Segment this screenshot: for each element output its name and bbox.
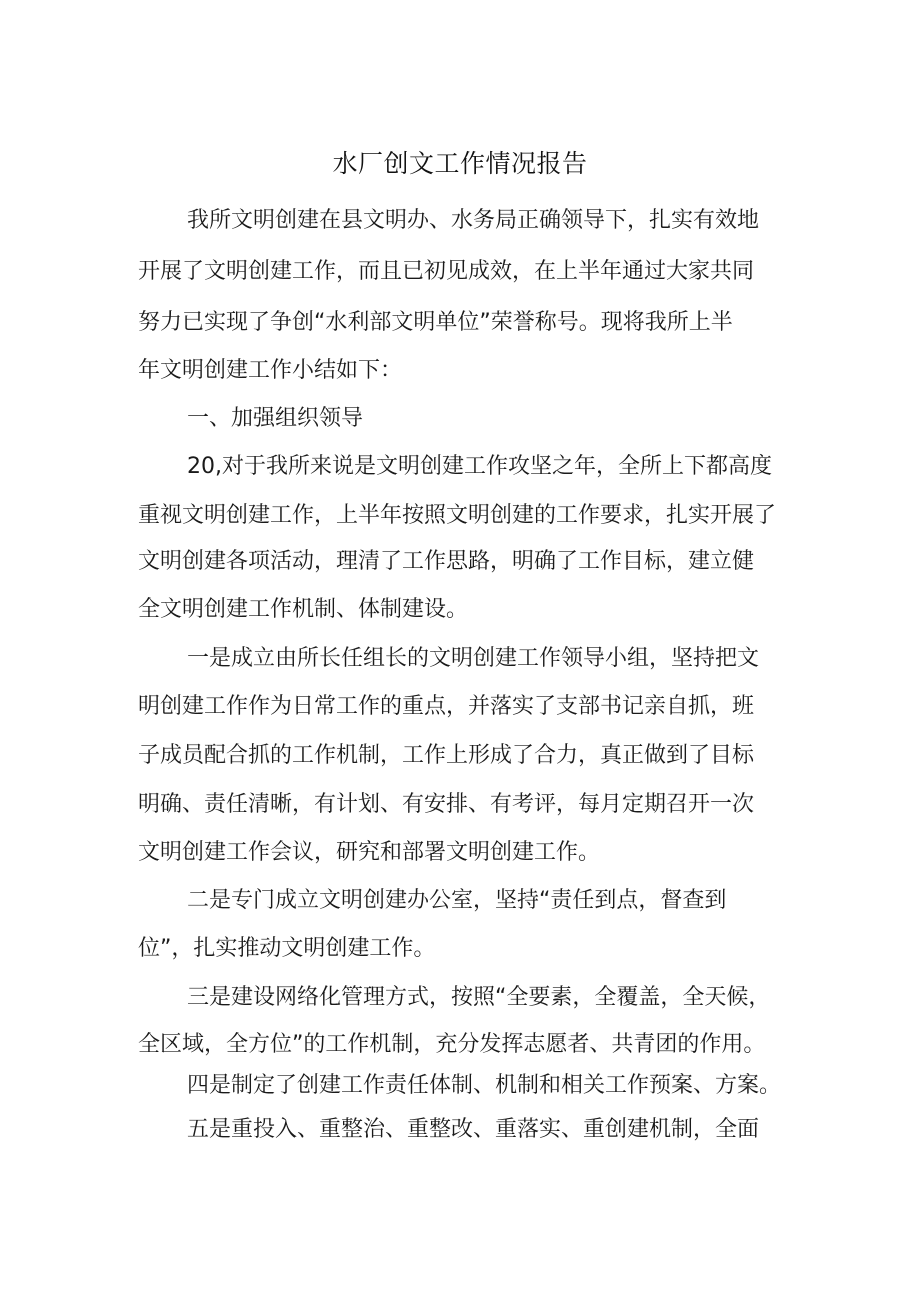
paragraph-line: 子成员配合抓的工作机制，工作上形成了合力，真正做到了目标 <box>138 743 755 768</box>
paragraph-line: 位”，扎实推动文明创建工作。 <box>138 936 436 961</box>
paragraph-line: 努力已实现了争创“水利部文明单位”荣誉称号。现将我所上半 <box>138 310 733 335</box>
paragraph-line: 文明创建工作会议，研究和部署文明创建工作。 <box>138 840 601 865</box>
paragraph-line: 年文明创建工作小结如下： <box>138 358 403 383</box>
paragraph-line: 文明创建各项活动，理清了工作思路，明确了工作目标，建立健 <box>138 549 755 574</box>
paragraph-line: 我所文明创建在县文明办、水务局正确领导下，扎实有效地 <box>187 208 760 233</box>
paragraph-line: 重视文明创建工作，上半年按照文明创建的工作要求，扎实开展了 <box>138 503 777 528</box>
document-title: 水厂创文工作情况报告 <box>332 149 588 178</box>
paragraph-line: 20,对于我所来说是文明创建工作攻坚之年，全所上下都高度 <box>187 454 772 479</box>
paragraph-line: 全区域，全方位”的工作机制，充分发挥志愿者、共青团的作用。 <box>138 1032 766 1057</box>
paragraph-line: 明创建工作作为日常工作的重点，并落实了支部书记亲自抓，班 <box>138 694 755 719</box>
paragraph-line: 一是成立由所长任组长的文明创建工作领导小组，坚持把文 <box>187 646 760 671</box>
paragraph-line: 开展了文明创建工作，而且已初见成效，在上半年通过大家共同 <box>138 259 755 284</box>
paragraph-line: 四是制定了创建工作责任体制、机制和相关工作预案、方案。 <box>187 1073 782 1098</box>
section-heading: 一、加强组织领导 <box>187 406 364 431</box>
paragraph-line: 二是专门成立文明创建办公室，坚持“责任到点，督查到 <box>187 888 727 913</box>
paragraph-line: 明确、责任清晰，有计划、有安排、有考评，每月定期召开一次 <box>138 792 755 817</box>
paragraph-line: 三是建设网络化管理方式，按照“全要素，全覆盖，全天候， <box>187 985 771 1010</box>
paragraph-line: 五是重投入、重整治、重整改、重落实、重创建机制，全面 <box>187 1117 760 1142</box>
paragraph-line: 全文明创建工作机制、体制建设。 <box>138 597 469 622</box>
